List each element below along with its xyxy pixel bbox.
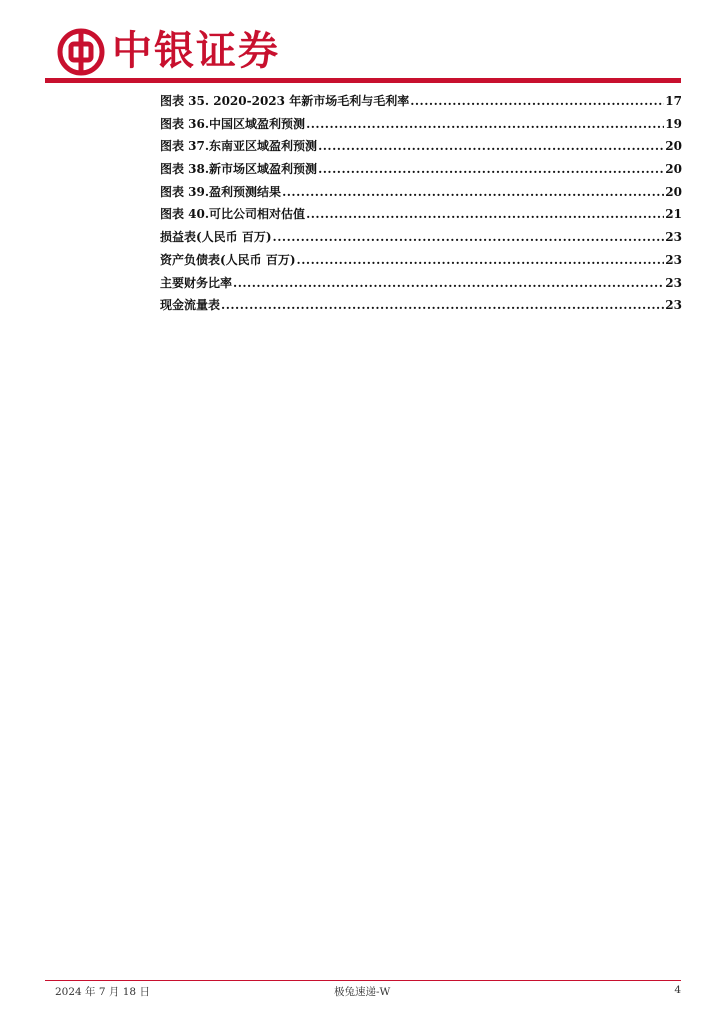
- toc-entry-title: 图表 36.中国区域盈利预测: [160, 116, 306, 131]
- footer-divider: [45, 980, 681, 981]
- toc-leader-dots: [306, 117, 664, 131]
- toc-leader-dots: [233, 276, 664, 290]
- toc-entry-title: 损益表(人民币 百万): [160, 230, 272, 245]
- toc-entry[interactable]: [160, 228, 682, 251]
- bank-of-china-logo-icon: [57, 28, 105, 76]
- toc-leader-dots: [297, 253, 665, 267]
- toc-entry[interactable]: [160, 183, 682, 206]
- toc-leader-dots: [273, 230, 665, 244]
- toc-entry-page: 23: [665, 252, 682, 267]
- toc-entry[interactable]: [160, 137, 682, 160]
- toc-entry-page: 21: [665, 207, 682, 222]
- toc-leader-dots: [318, 139, 664, 153]
- toc-entry-page: 20: [665, 184, 682, 199]
- toc-entry-title: 现金流量表: [160, 298, 221, 313]
- toc-entry-title: 主要财务比率: [160, 275, 233, 290]
- toc-entry[interactable]: [160, 296, 682, 319]
- toc-entry[interactable]: [160, 115, 682, 138]
- toc-entry-title: 资产负债表(人民币 百万): [160, 252, 296, 267]
- toc-entry-page: 23: [665, 230, 682, 245]
- toc-entry-title: 图表 37.东南亚区域盈利预测: [160, 139, 318, 154]
- toc-leader-dots: [306, 207, 664, 221]
- toc-entry-page: 20: [665, 162, 682, 177]
- toc-entry-page: 20: [665, 139, 682, 154]
- toc-entry[interactable]: [160, 274, 682, 297]
- toc-entry[interactable]: [160, 205, 682, 228]
- footer-page-number: 4: [674, 984, 681, 996]
- page-header: [0, 0, 724, 84]
- toc-leader-dots: [318, 162, 664, 176]
- toc-entry-page: 23: [665, 275, 682, 290]
- toc-entry-title: 图表 38.新市场区域盈利预测: [160, 162, 318, 177]
- footer-date: 2024 年 7 月 18 日: [55, 986, 150, 998]
- toc-entry-page: 19: [665, 116, 682, 131]
- toc-entry[interactable]: [160, 160, 682, 183]
- toc-entry-title: 图表 40.可比公司相对估值: [160, 207, 306, 222]
- toc-entry-page: 23: [665, 298, 682, 313]
- toc-entry-page: 17: [665, 94, 682, 108]
- toc-leader-dots: [221, 298, 664, 312]
- toc-entry[interactable]: [160, 92, 682, 115]
- toc-entry[interactable]: [160, 251, 682, 274]
- toc-leader-dots: [282, 185, 664, 199]
- footer-company-name: 极兔速递-W: [334, 986, 391, 998]
- toc-entry-title: 图表 35. 2020-2023 年新市场毛利与毛利率: [160, 94, 410, 108]
- toc-entry-title: 图表 39.盈利预测结果: [160, 184, 282, 199]
- brand-name: 中银证券: [112, 28, 280, 74]
- table-of-contents: [160, 92, 682, 319]
- header-divider: [45, 78, 681, 83]
- toc-leader-dots: [410, 94, 664, 108]
